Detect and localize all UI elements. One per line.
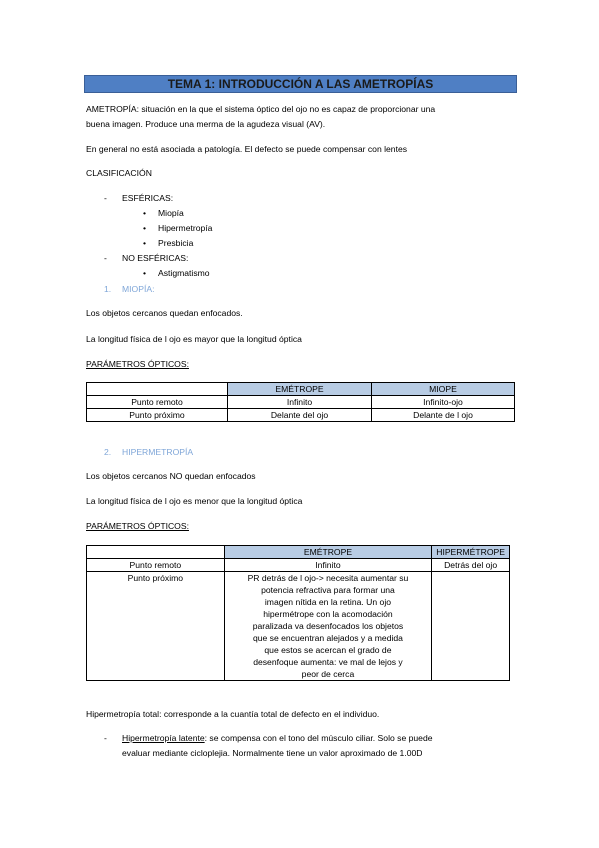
table-cell: Punto próximo — [87, 572, 225, 681]
cell-line: potencia refractiva para formar una — [261, 585, 395, 595]
hyperopia-paragraph-1: Los objetos cercanos NO quedan enfocados — [86, 471, 256, 481]
table-cell: Infinito — [228, 396, 372, 409]
table-row — [87, 559, 510, 572]
myopia-table — [86, 382, 515, 422]
intro-line-3: En general no está asociada a patología. El defecto se puede compensar con lentes — [86, 144, 408, 154]
cell-line: peor de cerca — [301, 669, 355, 679]
table-row — [87, 396, 515, 409]
myopia-heading: MIOPÍA: — [122, 284, 155, 294]
table-cell — [432, 572, 510, 681]
cell-line: hipermétrope con la acomodación — [263, 609, 393, 619]
list-item-hipermetropia: Hipermetropía — [158, 223, 213, 233]
table-header-cell — [87, 546, 225, 559]
intro-line-1: AMETROPÍA: situación en la que el sistema óptico del ojo no es capaz de proporcionar una — [86, 104, 436, 114]
list-item-presbicia: Presbicia — [158, 238, 194, 248]
table-cell: Punto remoto — [87, 396, 228, 409]
dash-bullet: - — [104, 733, 107, 743]
table-header-cell: HIPERMÉTROPE — [432, 546, 510, 559]
spherical-label: ESFÉRICAS: — [122, 193, 174, 203]
table-header-cell: EMÉTROPE — [228, 383, 372, 396]
table-cell: Delante del ojo — [228, 409, 372, 422]
cell-line: que se encuentran alejados y a medida — [252, 633, 403, 643]
dot-bullet: • — [143, 238, 147, 248]
latent-hyperopia-line — [122, 731, 433, 746]
list-item-miopia: Miopía — [158, 208, 184, 218]
hyperopia-params-heading: PARÁMETROS ÓPTICOS: — [86, 521, 189, 531]
cell-line: paralizada va desenfocados los objetos — [252, 621, 404, 631]
classification-label: CLASIFICACIÓN — [86, 168, 152, 178]
table-row — [87, 572, 510, 681]
table-row — [87, 409, 515, 422]
table-cell: Punto remoto — [87, 559, 225, 572]
table-cell-long-text — [224, 572, 432, 681]
hyperopia-heading-number: 2. — [104, 447, 112, 457]
total-hyperopia-line: Hipermetropía total: corresponde a la cuantía total de defecto en el individuo. — [86, 709, 380, 719]
latent-hyperopia-label: Hipermetropía latente — [122, 733, 205, 743]
table-cell: Delante de l ojo — [372, 409, 515, 422]
myopia-paragraph-2: La longitud física de l ojo es mayor que la longitud óptica — [86, 334, 302, 344]
myopia-heading-number: 1. — [104, 284, 112, 294]
cell-line: desenfoque aumenta: ve mal de lejos y — [253, 657, 403, 667]
latent-hyperopia-text: : se compensa con el tono del músculo ciliar. Solo se puede — [204, 733, 433, 743]
dot-bullet: • — [143, 268, 147, 278]
table-cell: Punto próximo — [87, 409, 228, 422]
page-title: TEMA 1: INTRODUCCIÓN A LAS AMETROPÍAS — [84, 75, 517, 93]
table-cell: Detrás del ojo — [432, 559, 510, 572]
myopia-paragraph-1: Los objetos cercanos quedan enfocados. — [86, 308, 243, 318]
list-item-astigmatismo: Astigmatismo — [158, 268, 210, 278]
dot-bullet: • — [143, 223, 147, 233]
table-header-row — [87, 383, 515, 396]
cell-line: que estos se acercan el grado de — [264, 645, 392, 655]
cell-line: imagen nítida en la retina. Un ojo — [264, 597, 392, 607]
dash-bullet: - — [104, 193, 107, 203]
hyperopia-paragraph-2: La longitud física de l ojo es menor que la longitud óptica — [86, 496, 303, 506]
latent-hyperopia-line-2: evaluar mediante cicloplejia. Normalmente tiene un valor aproximado de 1.00D — [122, 748, 423, 758]
table-header-cell: EMÉTROPE — [224, 546, 432, 559]
table-header-cell — [87, 383, 228, 396]
table-header-cell: MIOPE — [372, 383, 515, 396]
hyperopia-table — [86, 545, 510, 681]
intro-line-2: buena imagen. Produce una merma de la agudeza visual (AV). — [86, 119, 326, 129]
hyperopia-heading: HIPERMETROPÍA — [122, 447, 194, 457]
nonspherical-label: NO ESFÉRICAS: — [122, 253, 189, 263]
dash-bullet: - — [104, 253, 107, 263]
table-header-row — [87, 546, 510, 559]
dot-bullet: • — [143, 208, 147, 218]
table-cell: Infinito-ojo — [372, 396, 515, 409]
myopia-params-heading: PARÁMETROS ÓPTICOS: — [86, 359, 189, 369]
cell-line: PR detrás de l ojo-> necesita aumentar su — [247, 573, 409, 583]
table-cell: Infinito — [224, 559, 432, 572]
